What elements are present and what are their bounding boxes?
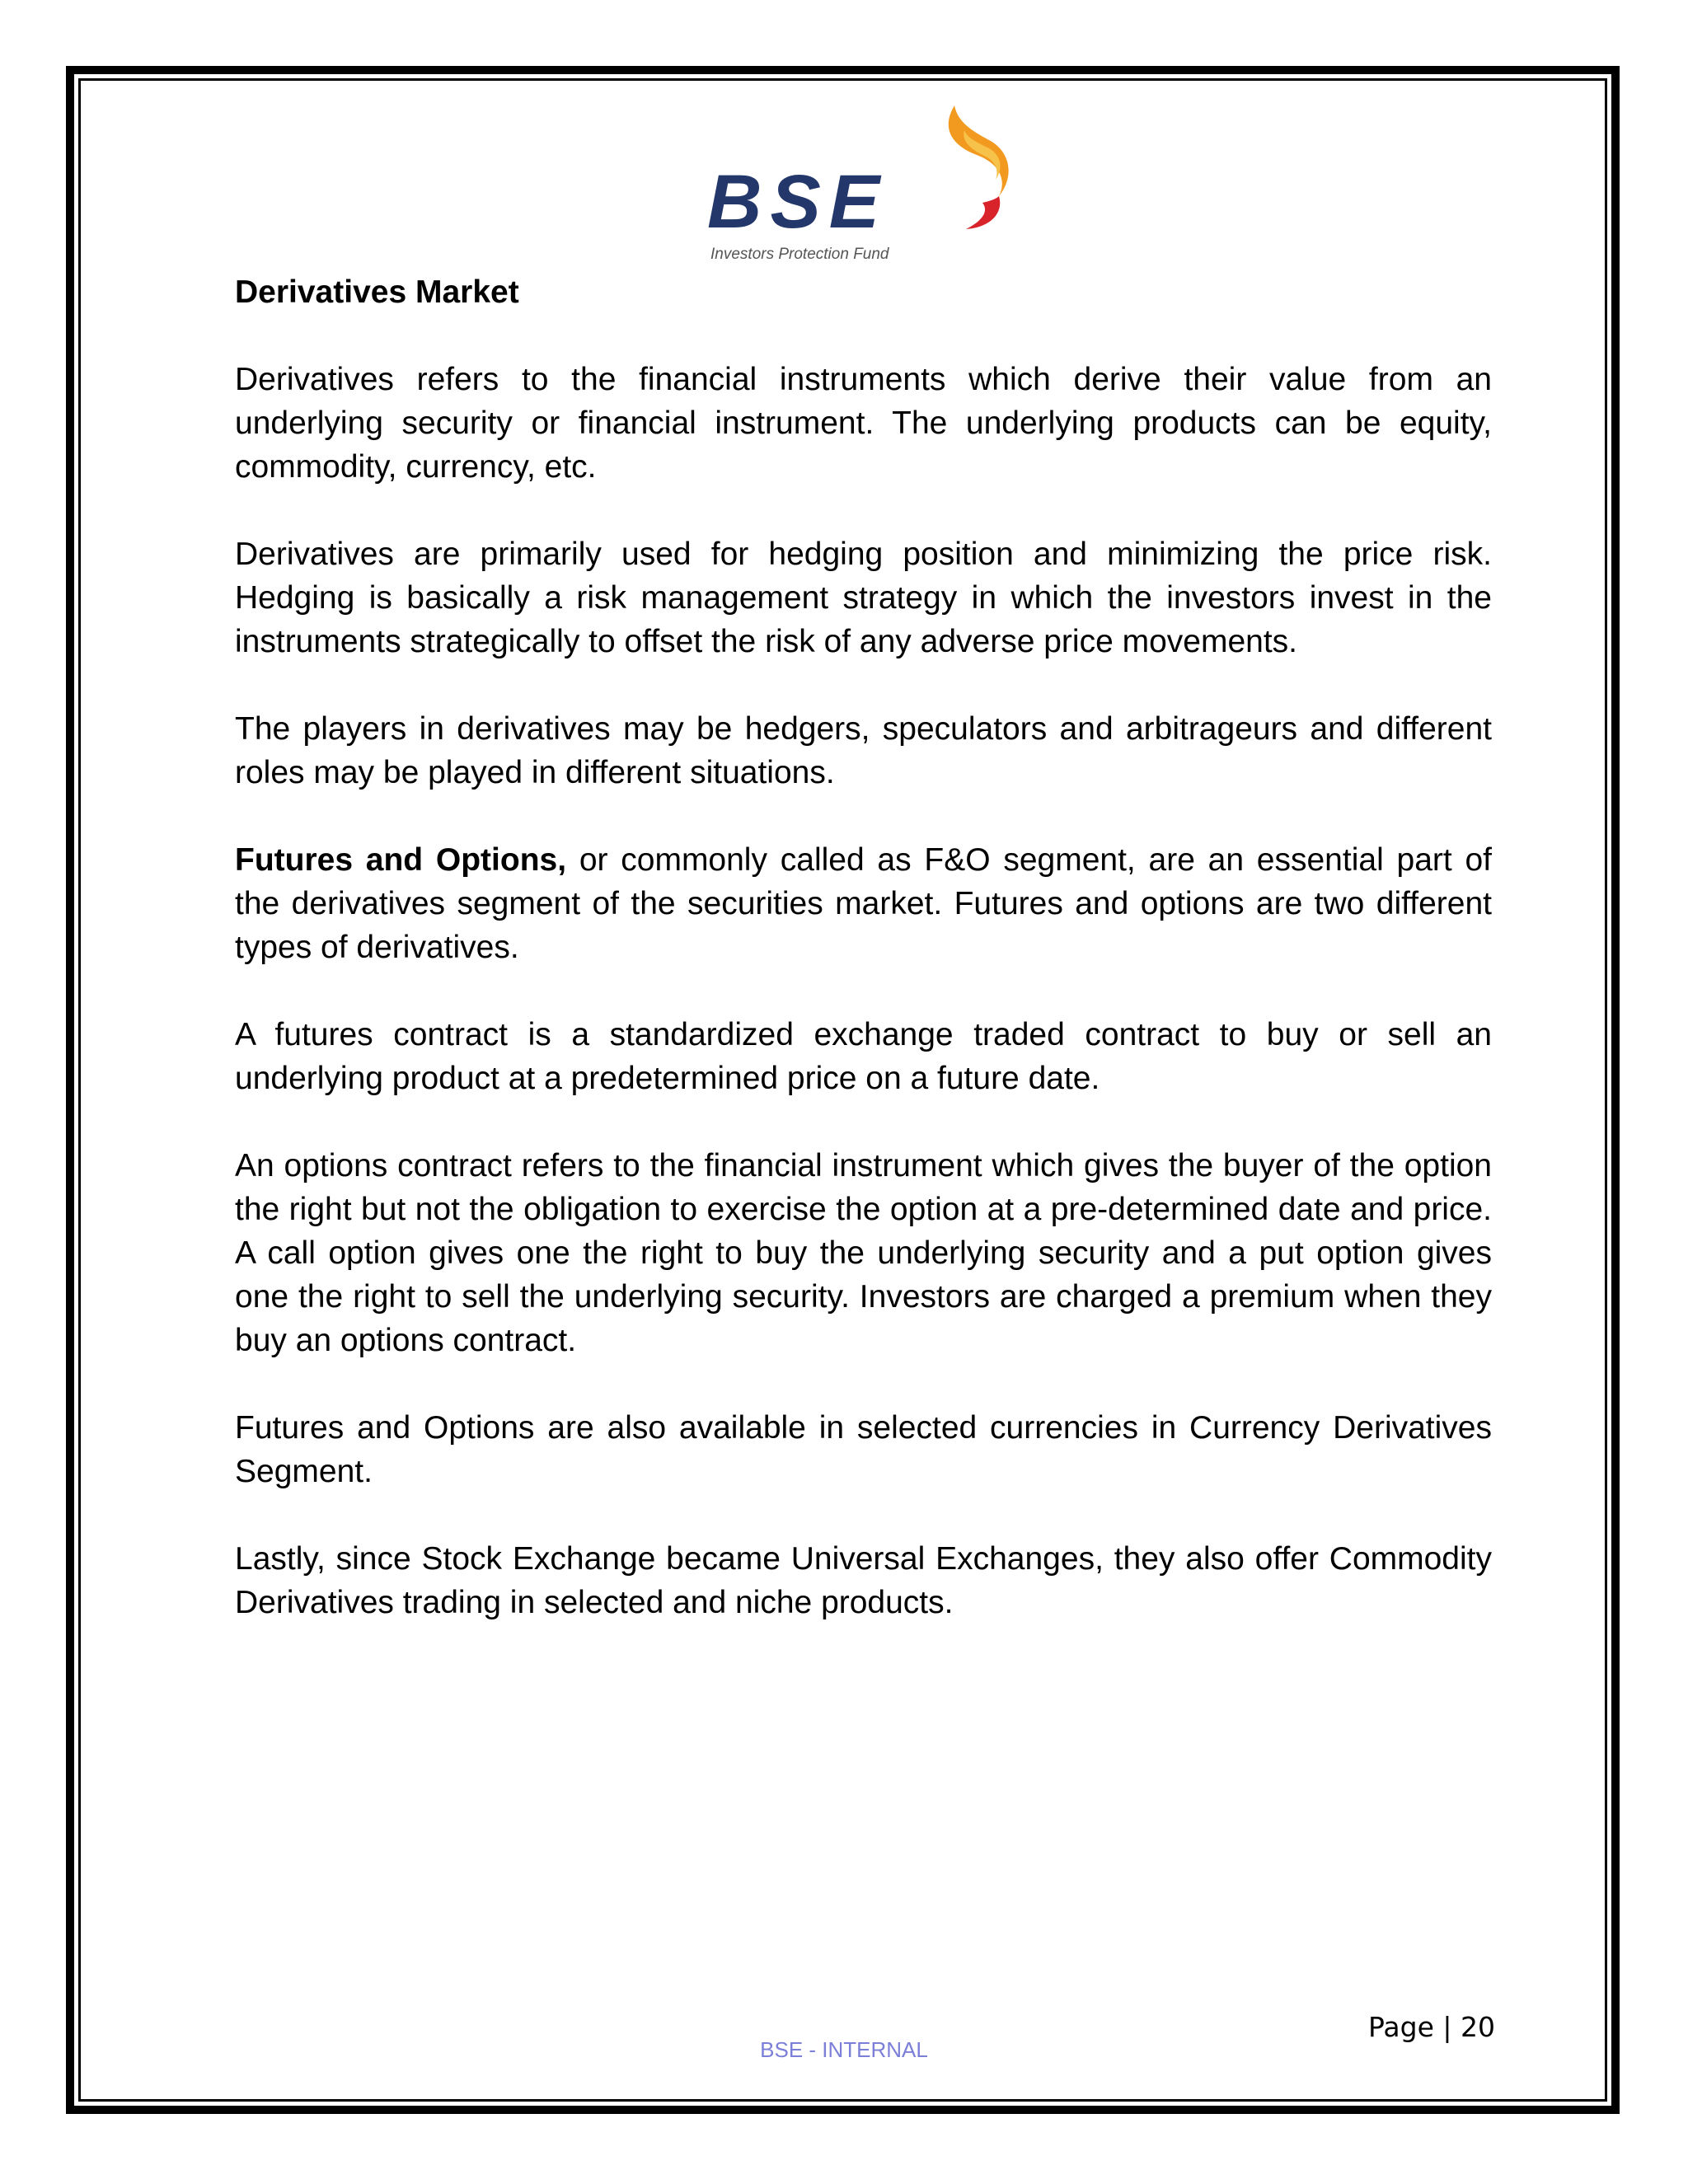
paragraph-options: An options contract refers to the financial instrument which gives the buyer of the option the right but not the obligation to exercise the option at a pre-determined date and price. A call option gives one the right to buy the underlying security and a put option gives one the right to sell the underlying security. Investors are charged a premium when they buy an options contract. (235, 1148, 1492, 1358)
bse-logo (692, 97, 1039, 274)
paragraph-fno (235, 838, 1492, 969)
document-body (235, 270, 1492, 1668)
paragraph-hedging: Derivatives are primarily used for hedging position and minimizing the price risk. Hedging is basically a risk management strategy in which the investors invest in the instruments strategically to offset the risk of any adverse price movements. (235, 537, 1492, 659)
paragraph-commodity: Lastly, since Stock Exchange became Universal Exchanges, they also offer Commodity Derivatives trading in selected and niche products. (235, 1541, 1492, 1620)
classification-label: BSE - INTERNAL (760, 2037, 928, 2062)
section-heading: Derivatives Market (235, 274, 519, 310)
svg-text:BSE: BSE (707, 160, 889, 244)
fno-bold-term: Futures and Options, (235, 842, 567, 878)
paragraph-futures: A futures contract is a standardized exchange traded contract to buy or sell an underlying product at a predetermined price on a future date. (235, 1017, 1492, 1096)
paragraph-players: The players in derivatives may be hedgers, speculators and arbitrageurs and different roles may be played in different situations. (235, 711, 1492, 790)
fno-rest: or commonly called as F&O segment, are an essential part of the derivatives segment of the securities market. Futures and options are two different types of derivatives. (235, 842, 1492, 965)
paragraph-definition: Derivatives refers to the financial instruments which derive their value from an underlying security or financial instrument. The underlying products can be equity, commodity, currency, etc. (235, 362, 1492, 485)
page-number: Page | 20 (1368, 2011, 1495, 2043)
paragraph-currency: Futures and Options are also available in selected currencies in Currency Derivatives Segment. (235, 1410, 1492, 1489)
svg-text:Investors Protection Fund: Investors Protection Fund (710, 246, 889, 263)
